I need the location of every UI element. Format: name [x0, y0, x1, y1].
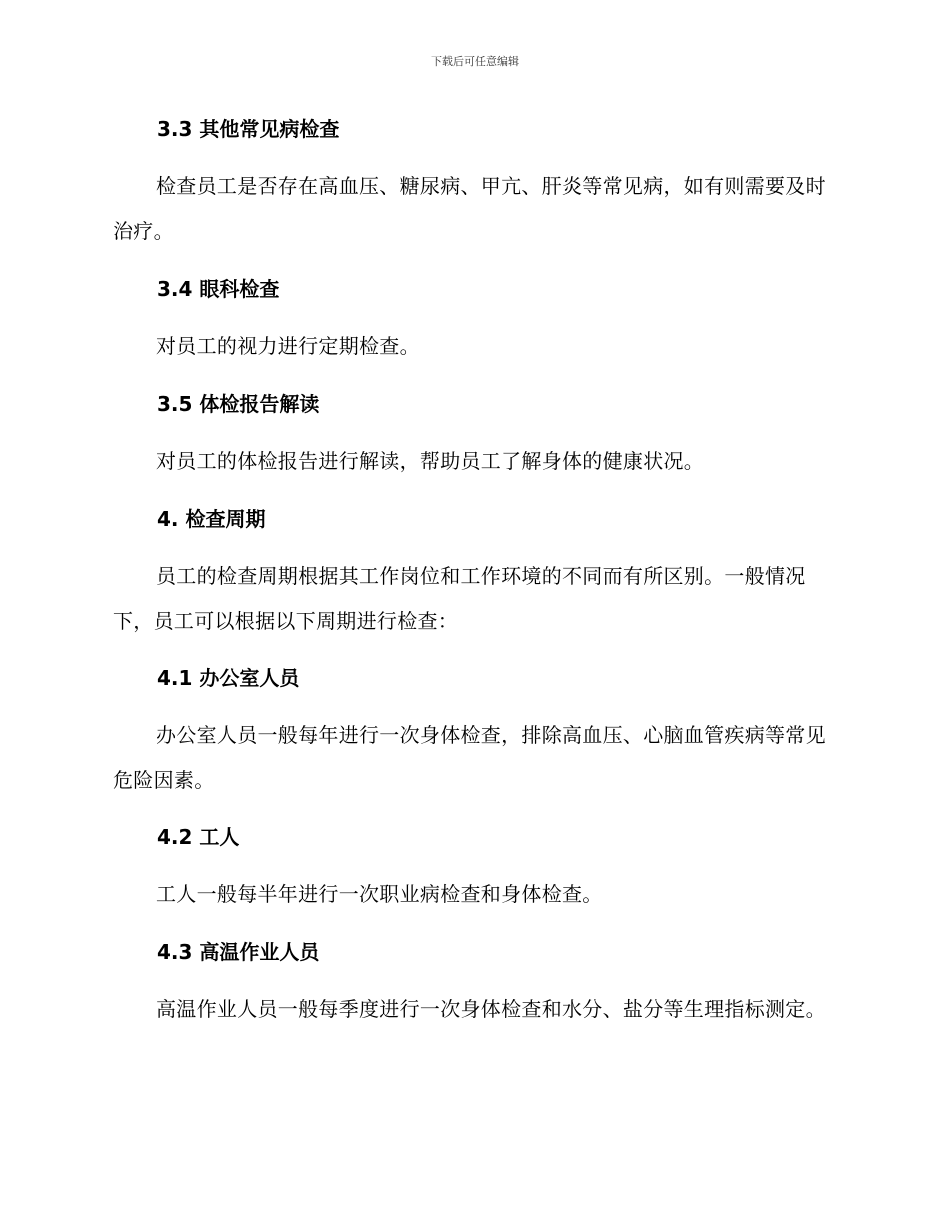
- section-body-4-2: 工人一般每半年进行一次职业病检查和身体检查。: [156, 882, 603, 906]
- section-body-4-1: 办公室人员一般每年进行一次身体检查，排除高血压、心脑血管疾病等常见危险因素。: [113, 723, 826, 792]
- section-body-3-5: 对员工的体检报告进行解读，帮助员工了解身体的健康状况。: [156, 449, 705, 473]
- section-body-4: 员工的检查周期根据其工作岗位和工作环境的不同而有所区别。一般情况下，员工可以根据以下周期进行检查：: [113, 564, 806, 633]
- section-heading-4-3: 4.3 高温作业人员: [157, 940, 320, 964]
- section-heading-4: 4. 检查周期: [157, 507, 266, 531]
- section-heading-3-4: 3.4 眼科检查: [157, 277, 280, 301]
- page-header-note: 下载后可任意编辑: [431, 55, 519, 68]
- section-heading-4-2: 4.2 工人: [157, 825, 240, 849]
- section-body-3-3: 检查员工是否存在高血压、糖尿病、甲亢、肝炎等常见病，如有则需要及时治疗。: [113, 174, 826, 243]
- section-body-3-4: 对员工的视力进行定期检查。: [156, 334, 420, 358]
- section-heading-4-1: 4.1 办公室人员: [157, 666, 300, 690]
- section-heading-3-5: 3.5 体检报告解读: [157, 392, 320, 416]
- section-heading-3-3: 3.3 其他常见病检查: [157, 117, 340, 141]
- section-body-4-3: 高温作业人员一般每季度进行一次身体检查和水分、盐分等生理指标测定。: [156, 997, 826, 1021]
